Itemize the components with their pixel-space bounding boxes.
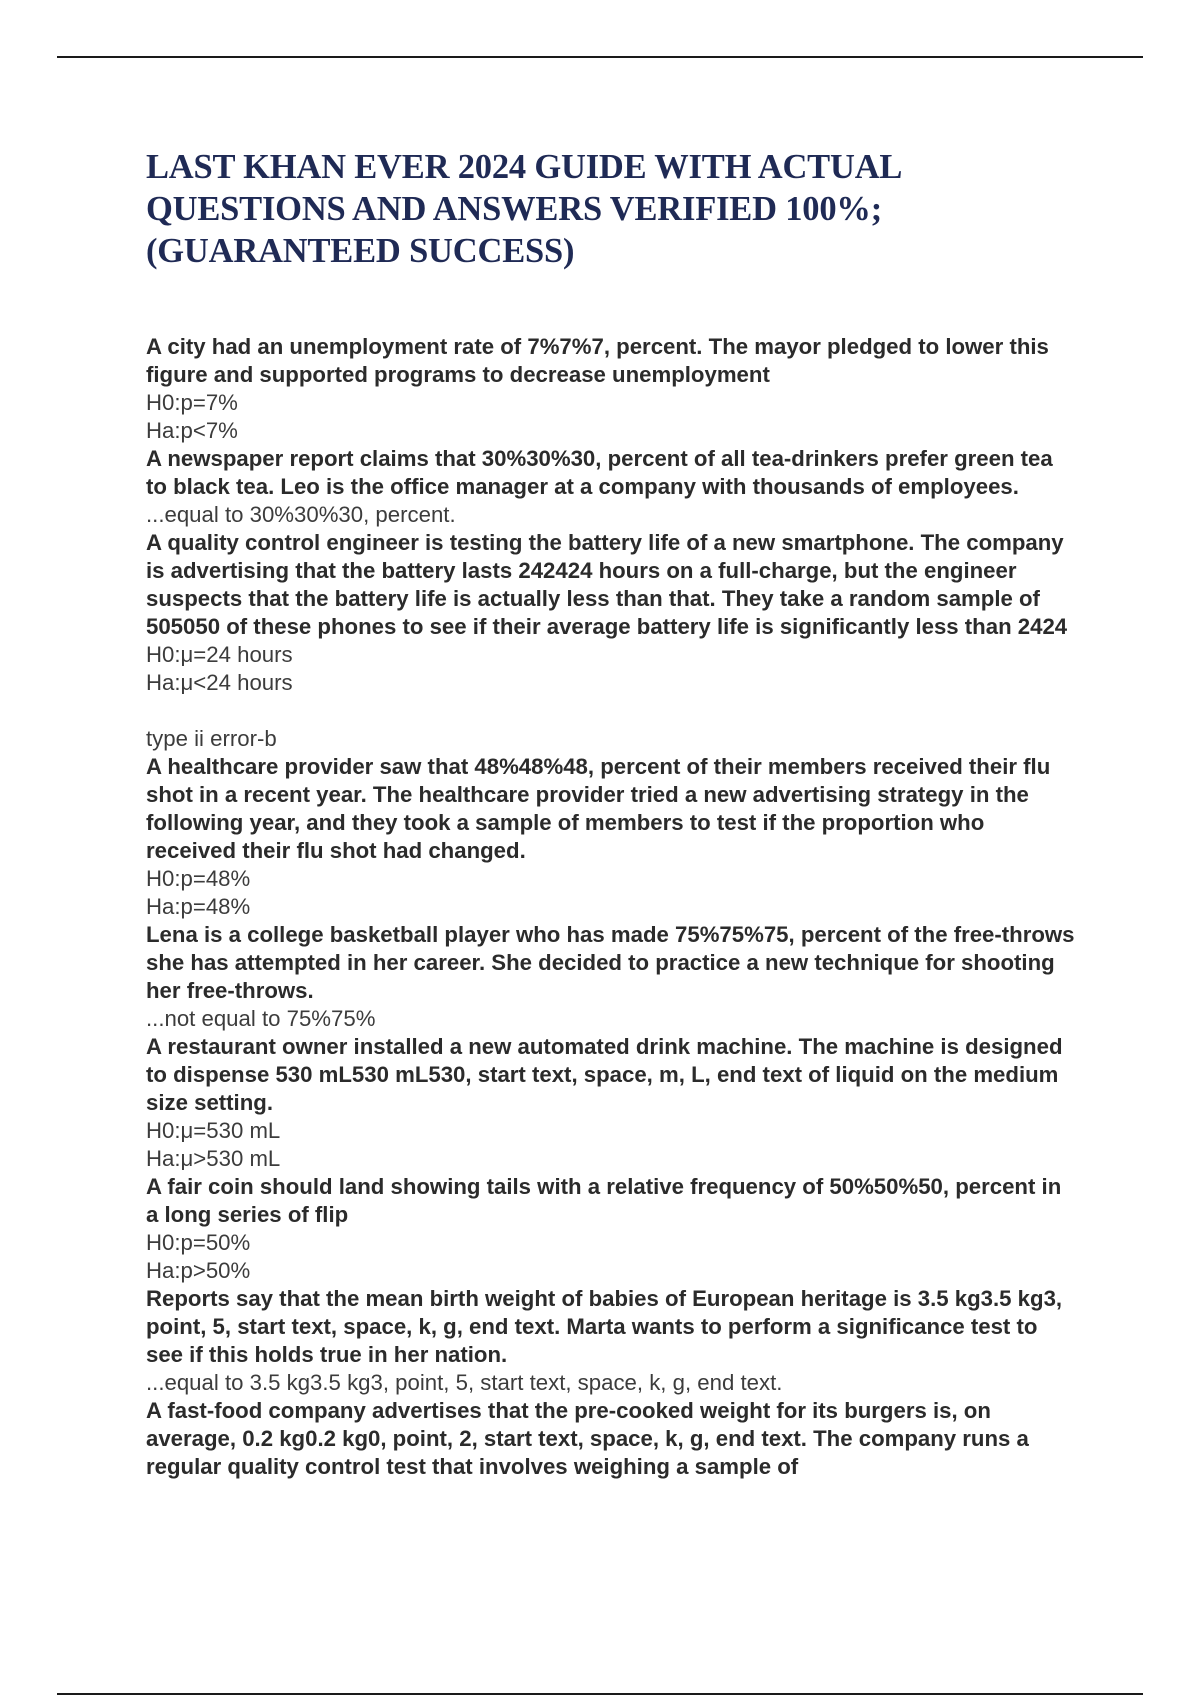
answer-line: H0:μ=530 mL <box>146 1118 281 1143</box>
answer-line: Ha:μ<24 hours <box>146 670 293 695</box>
question-text: A restaurant owner installed a new automated drink machine. The machine is designed to dispense 530 mL530 mL530, start text, space, m, L, end text of liquid on the medium size setting. <box>146 1034 1063 1115</box>
top-rule <box>57 56 1143 58</box>
answer-line: H0:p=48% <box>146 866 251 891</box>
answer-line: H0:μ=24 hours <box>146 642 293 667</box>
question-text: A fast-food company advertises that the pre-cooked weight for its burgers is, on average, 0.2 kg0.2 kg0, point, 2, start text, space, k, g, end text. The company runs a regular quality control test that involves weighing a sample of <box>146 1398 1029 1479</box>
question-text: A fair coin should land showing tails with a relative frequency of 50%50%50, percent in a long series of flip <box>146 1174 1062 1227</box>
answer-line: Ha:p<7% <box>146 418 238 443</box>
blank-line <box>146 697 1076 725</box>
qa-list <box>146 333 1076 1481</box>
question-text: A newspaper report claims that 30%30%30, percent of all tea-drinkers prefer green tea to black tea. Leo is the office manager at a company with thousands of employees. <box>146 446 1053 499</box>
answer-line: ...equal to 30%30%30, percent. <box>146 502 456 527</box>
answer-line: H0:p=50% <box>146 1230 251 1255</box>
question-text: A quality control engineer is testing the battery life of a new smartphone. The company is advertising that the battery lasts 242424 hours on a full-charge, but the engineer suspects that the battery life is actually less than that. They take a random sample of 505050 of these phones to see if their average battery life is significantly less than 2424 <box>146 530 1068 639</box>
answer-line: Ha:p>50% <box>146 1258 251 1283</box>
document-title: LAST KHAN EVER 2024 GUIDE WITH ACTUAL QUESTIONS AND ANSWERS VERIFIED 100%; (GUARANTEED SUCCESS) <box>146 148 901 270</box>
page-content <box>146 146 1076 1481</box>
answer-line: H0:p=7% <box>146 390 238 415</box>
question-text: A healthcare provider saw that 48%48%48, percent of their members received their flu shot in a recent year. The healthcare provider tried a new advertising strategy in the following year, and they took a sample of members to test if the proportion who received their flu shot had changed. <box>146 754 1051 863</box>
question-text: A city had an unemployment rate of 7%7%7, percent. The mayor pledged to lower this figure and supported programs to decrease unemployment <box>146 334 1049 387</box>
answer-line: Ha:μ>530 mL <box>146 1146 281 1171</box>
bottom-rule <box>57 1693 1143 1695</box>
answer-line: Ha:p=48% <box>146 894 251 919</box>
answer-line: ...equal to 3.5 kg3.5 kg3, point, 5, start text, space, k, g, end text. <box>146 1370 783 1395</box>
question-text: Lena is a college basketball player who has made 75%75%75, percent of the free-throws she has attempted in her career. She decided to practice a new technique for shooting her free-throws. <box>146 922 1075 1003</box>
answer-line: type ii error-b <box>146 726 277 751</box>
answer-line: ...not equal to 75%75% <box>146 1006 376 1031</box>
question-text: Reports say that the mean birth weight of babies of European heritage is 3.5 kg3.5 kg3, point, 5, start text, space, k, g, end text. Marta wants to perform a significance test to see if this holds true in her nation. <box>146 1286 1063 1367</box>
